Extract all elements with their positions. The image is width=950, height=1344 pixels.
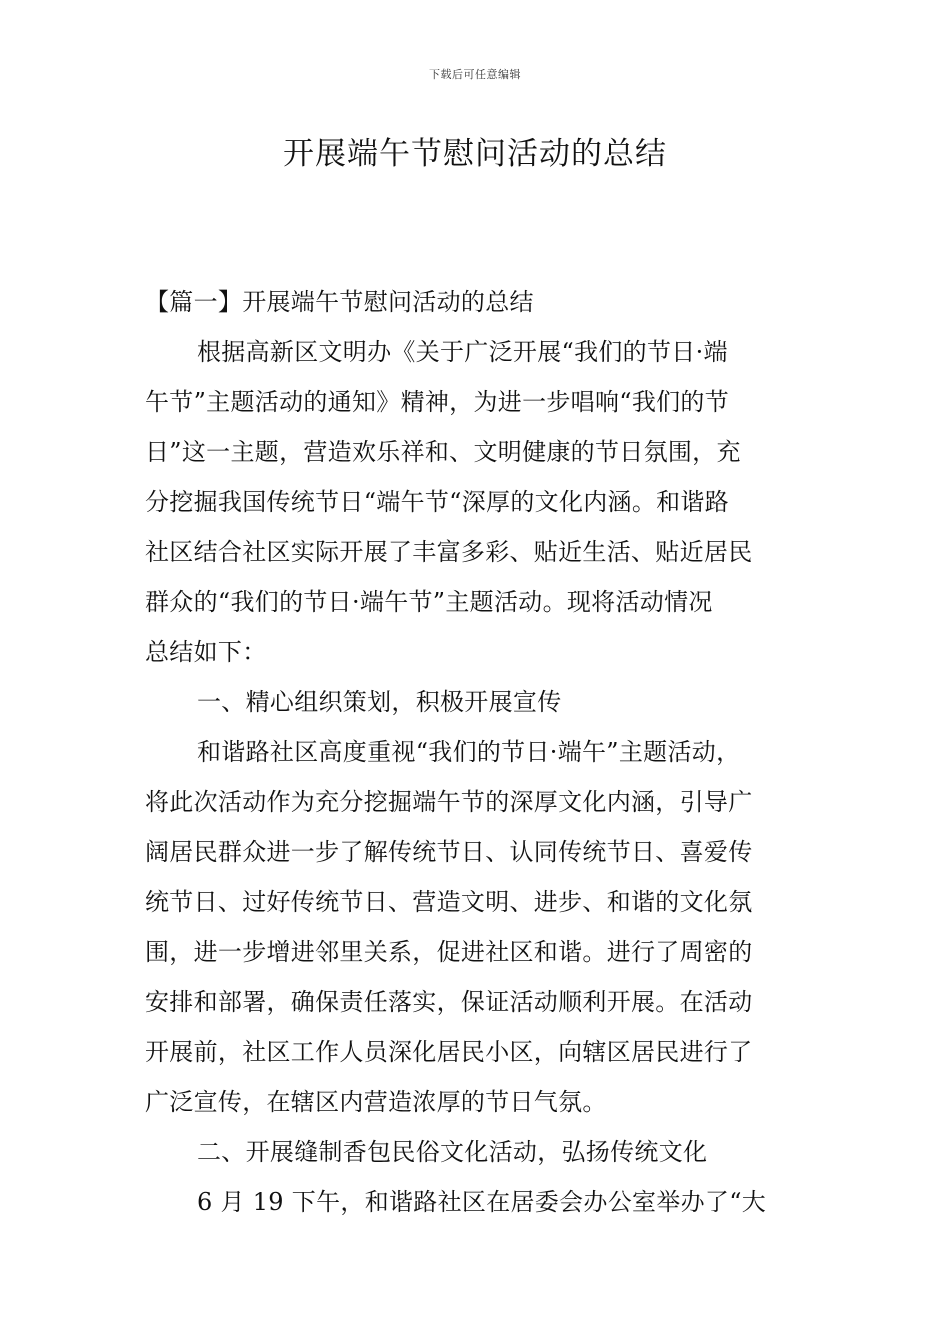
document-title: 开展端午节慰问活动的总结 bbox=[283, 136, 667, 172]
paragraph-line: 将此次活动作为充分挖掘端午节的深厚文化内涵，引导广 bbox=[145, 788, 753, 816]
paragraph-line: 围，进一步增进邻里关系，促进社区和谐。进行了周密的 bbox=[145, 938, 753, 966]
paragraph-line: 社区结合社区实际开展了丰富多彩、贴近生活、贴近居民 bbox=[145, 538, 753, 566]
paragraph-line: 阔居民群众进一步了解传统节日、认同传统节日、喜爱传 bbox=[145, 838, 753, 866]
paragraph-line: 分挖掘我国传统节日“端午节“深厚的文化内涵。和谐路 bbox=[145, 488, 730, 516]
section-heading: 【篇一】开展端午节慰问活动的总结 bbox=[145, 288, 534, 316]
paragraph-line: 6 月 19 下午，和谐路社区在居委会办公室举办了“大 bbox=[197, 1188, 767, 1216]
document-body bbox=[145, 277, 813, 1227]
paragraph-line: 和谐路社区高度重视“我们的节日·端午”主题活动， bbox=[197, 738, 741, 766]
subheading-2: 二、开展缝制香包民俗文化活动，弘扬传统文化 bbox=[197, 1138, 708, 1166]
subheading-1: 一、精心组织策划，积极开展宣传 bbox=[197, 688, 562, 716]
paragraph-line: 统节日、过好传统节日、营造文明、进步、和谐的文化氛 bbox=[145, 888, 753, 916]
paragraph-line: 总结如下： bbox=[145, 638, 267, 666]
paragraph-line: 根据高新区文明办《关于广泛开展“我们的节日·端 bbox=[197, 338, 728, 366]
paragraph-line: 群众的“我们的节日·端午节”主题活动。现将活动情况 bbox=[145, 588, 713, 616]
paragraph-line: 安排和部署，确保责任落实，保证活动顺利开展。在活动 bbox=[145, 988, 753, 1016]
header-note: 下载后可任意编辑 bbox=[429, 68, 521, 81]
paragraph-line: 广泛宣传，在辖区内营造浓厚的节日气氛。 bbox=[145, 1088, 607, 1116]
paragraph-line: 午节”主题活动的通知》精神，为进一步唱响“我们的节 bbox=[145, 388, 730, 416]
paragraph-line: 日”这一主题，营造欢乐祥和、文明健康的节日氛围，充 bbox=[145, 438, 741, 466]
paragraph-line: 开展前，社区工作人员深化居民小区，向辖区居民进行了 bbox=[145, 1038, 753, 1066]
